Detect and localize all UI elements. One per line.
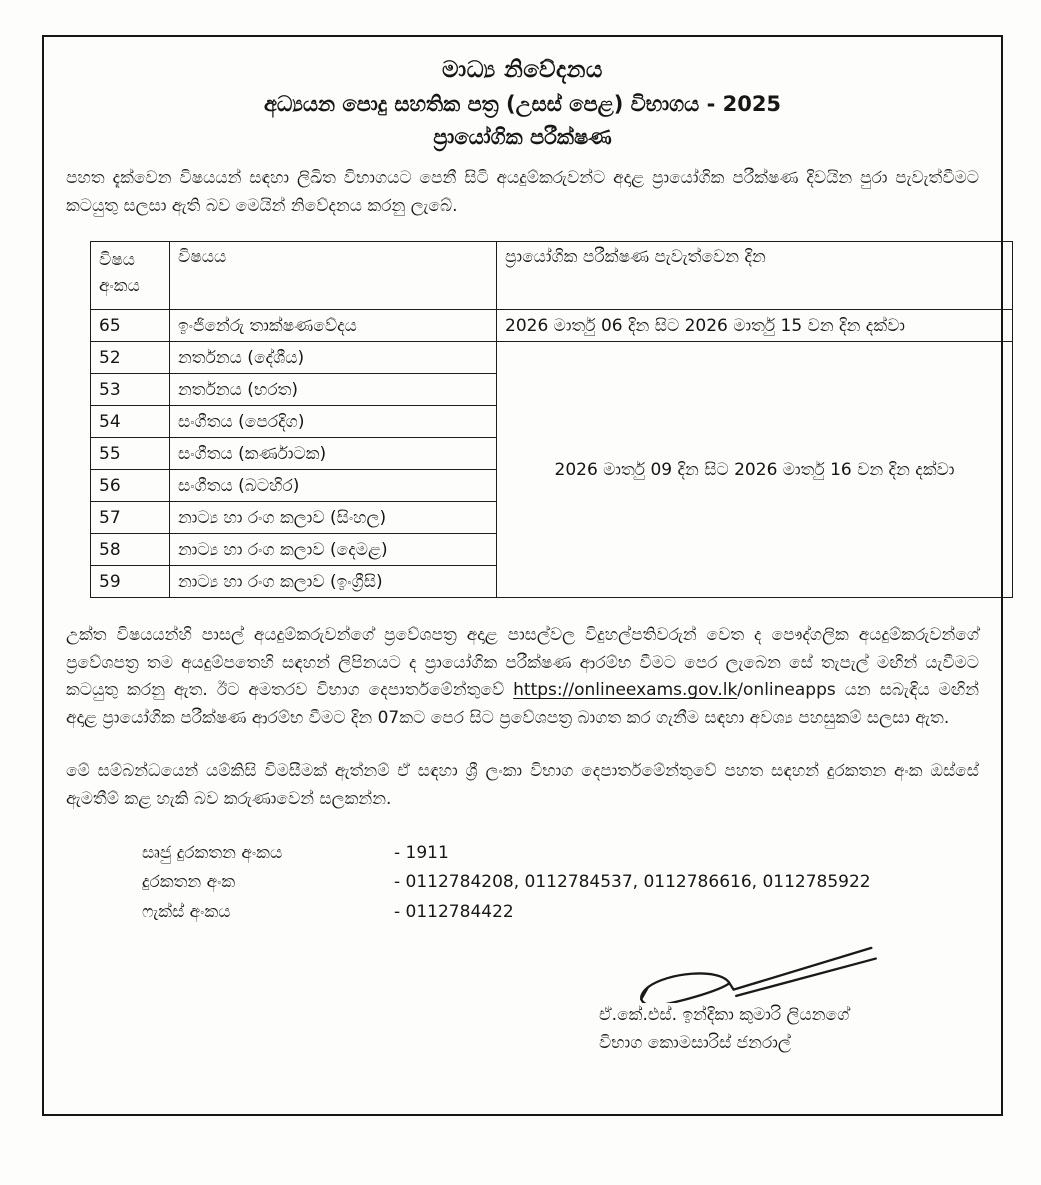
admission-paragraph — [66, 622, 979, 732]
document-frame — [42, 35, 1003, 1116]
phones-value: 0112784208, 0112784537, 0112786616, 0112785922 — [405, 872, 871, 893]
subject-code: 56 — [91, 470, 170, 502]
subject-name: නර්තනය (දේශීය) — [170, 342, 497, 374]
signature-block — [599, 939, 971, 1053]
dash: - — [394, 843, 401, 864]
dash: - — [394, 901, 401, 922]
subject-code: 58 — [91, 534, 170, 566]
header-subject: විෂයය — [170, 242, 497, 310]
doc-subtitle-practical: ප්‍රායෝගික පරීක්ෂණ — [433, 125, 612, 149]
subject-dates: 2026 මාර්තු 06 දින සිට 2026 මාර්තු 15 වන දින දක්වා — [497, 310, 1013, 342]
phones-row — [142, 868, 979, 897]
table-header-row — [91, 242, 1013, 310]
subject-code: 57 — [91, 502, 170, 534]
title-block — [66, 57, 979, 150]
table-row — [91, 342, 1013, 374]
subject-name: නාට්‍ය හා රංග කලාව (දෙමළ) — [170, 534, 497, 566]
subject-name: නාට්‍ය හා රංග කලාව (සිංහල) — [170, 502, 497, 534]
doc-title: මාධ්‍ය නිවේදනය — [442, 57, 603, 83]
subject-name: ඉංජිනේරු තාක්ෂණවේදය — [170, 310, 497, 342]
header-subject-number: විෂය අංකය — [91, 242, 170, 310]
signature-icon — [629, 939, 879, 1003]
fax-value: 0112784422 — [405, 901, 514, 922]
link-suffix: /onlineapps — [737, 680, 836, 701]
phones-label: දුරකතන අංක — [142, 872, 236, 893]
subject-code: 55 — [91, 438, 170, 470]
admission-text-pre: උක්ත විෂයයන්හි පාසල් අයදුම්කරුවන්ගේ ප්‍රවේශපත්‍ර අදාළ පාසල්වල විදුහල්පතිවරුන් වෙත ද පෞද්ගලික අයදුම්කරුවන්ගේ ප්‍රවේශපත්‍ර තම අයදුම්පතෙහි සඳහන් ලිපිනයට ද ප්‍රායෝගික පරීක්ෂණ ආරම්භ වීමට පෙර ලැබෙන සේ තැපැල් මඟින් යැවීමට කටයුතු කරනු ඇත. ඊට අමතරව විභාග දෙපාර්තමේන්තුවේ — [66, 625, 979, 701]
inquiry-paragraph: මේ සම්බන්ධයෙන් යම්කිසි විමසීමක් ඇත්නම් ඒ සඳහා ශ්‍රී ලංකා විභාග දෙපාර්තමේන්තුවේ පහත සඳහන් දුරකතන අංක ඔස්සේ ඇමතීම් කළ හැකි බව කරුණාවෙන් සලකන්න. — [66, 761, 979, 809]
subject-code: 52 — [91, 342, 170, 374]
subject-code: 53 — [91, 374, 170, 406]
contact-list — [142, 839, 979, 927]
group-dates-cell: 2026 මාර්තු 09 දින සිට 2026 මාර්තු 16 වන දින දක්වා — [497, 342, 1013, 598]
subject-name: සංගීතය (පෙරදිග) — [170, 406, 497, 438]
fax-row — [142, 898, 979, 927]
admission-text-post: යන සබැඳිය මඟින් අදාළ ප්‍රායෝගික පරීක්ෂණ ආරම්භ වීමට දින 07කට පෙර සිට ප්‍රවේශපත්‍ර බාගත කර ගැනීම සඳහා අවශ්‍ය පහසුකම් සලසා ඇත. — [66, 680, 979, 728]
subject-name: නාට්‍ය හා රංග කලාව (ඉංග්‍රීසි) — [170, 566, 497, 598]
signatory-name: ඒ.කේ.එස්. ඉන්දිකා කුමාරි ලියනගේ — [599, 1004, 850, 1025]
subject-name: නර්තනය (භරත) — [170, 374, 497, 406]
subject-code: 54 — [91, 406, 170, 438]
hotline-value: 1911 — [405, 843, 449, 864]
online-exams-link[interactable]: https://onlineexams.gov.lk — [513, 680, 738, 701]
subjects-table — [90, 241, 1013, 598]
dash: - — [394, 872, 401, 893]
intro-paragraph: පහත දැක්වෙන විෂයයන් සඳහා ලිඛිත විභාගයට පෙනී සිටි අයදුම්කරුවන්ට අදාළ ප්‍රායෝගික පරීක්ෂණ දිවයින පුරා පැවැත්වීමට කටයුතු සලසා ඇති බව මෙයින් නිවේදනය කරනු ලැබේ. — [66, 168, 979, 216]
fax-label: ෆැක්ස් අංකය — [142, 901, 231, 922]
hotline-label: සෘජු දුරකතන අංකය — [142, 843, 283, 864]
hotline-row — [142, 839, 979, 868]
subject-name: සංගීතය (බටහිර) — [170, 470, 497, 502]
subject-name: සංගීතය (කර්ණාටක) — [170, 438, 497, 470]
signatory-title: විභාග කොමසාරිස් ජනරාල් — [599, 1032, 791, 1053]
table-row-engineering — [91, 310, 1013, 342]
subject-code: 59 — [91, 566, 170, 598]
doc-subtitle-exam: අධ්‍යයන පොදු සහතික පත්‍ර (උසස් පෙළ) විභාගය - 2025 — [263, 92, 782, 116]
header-dates: ප්‍රායෝගික පරීක්ෂණ පැවැත්වෙන දින — [497, 242, 1013, 310]
subject-code: 65 — [91, 310, 170, 342]
